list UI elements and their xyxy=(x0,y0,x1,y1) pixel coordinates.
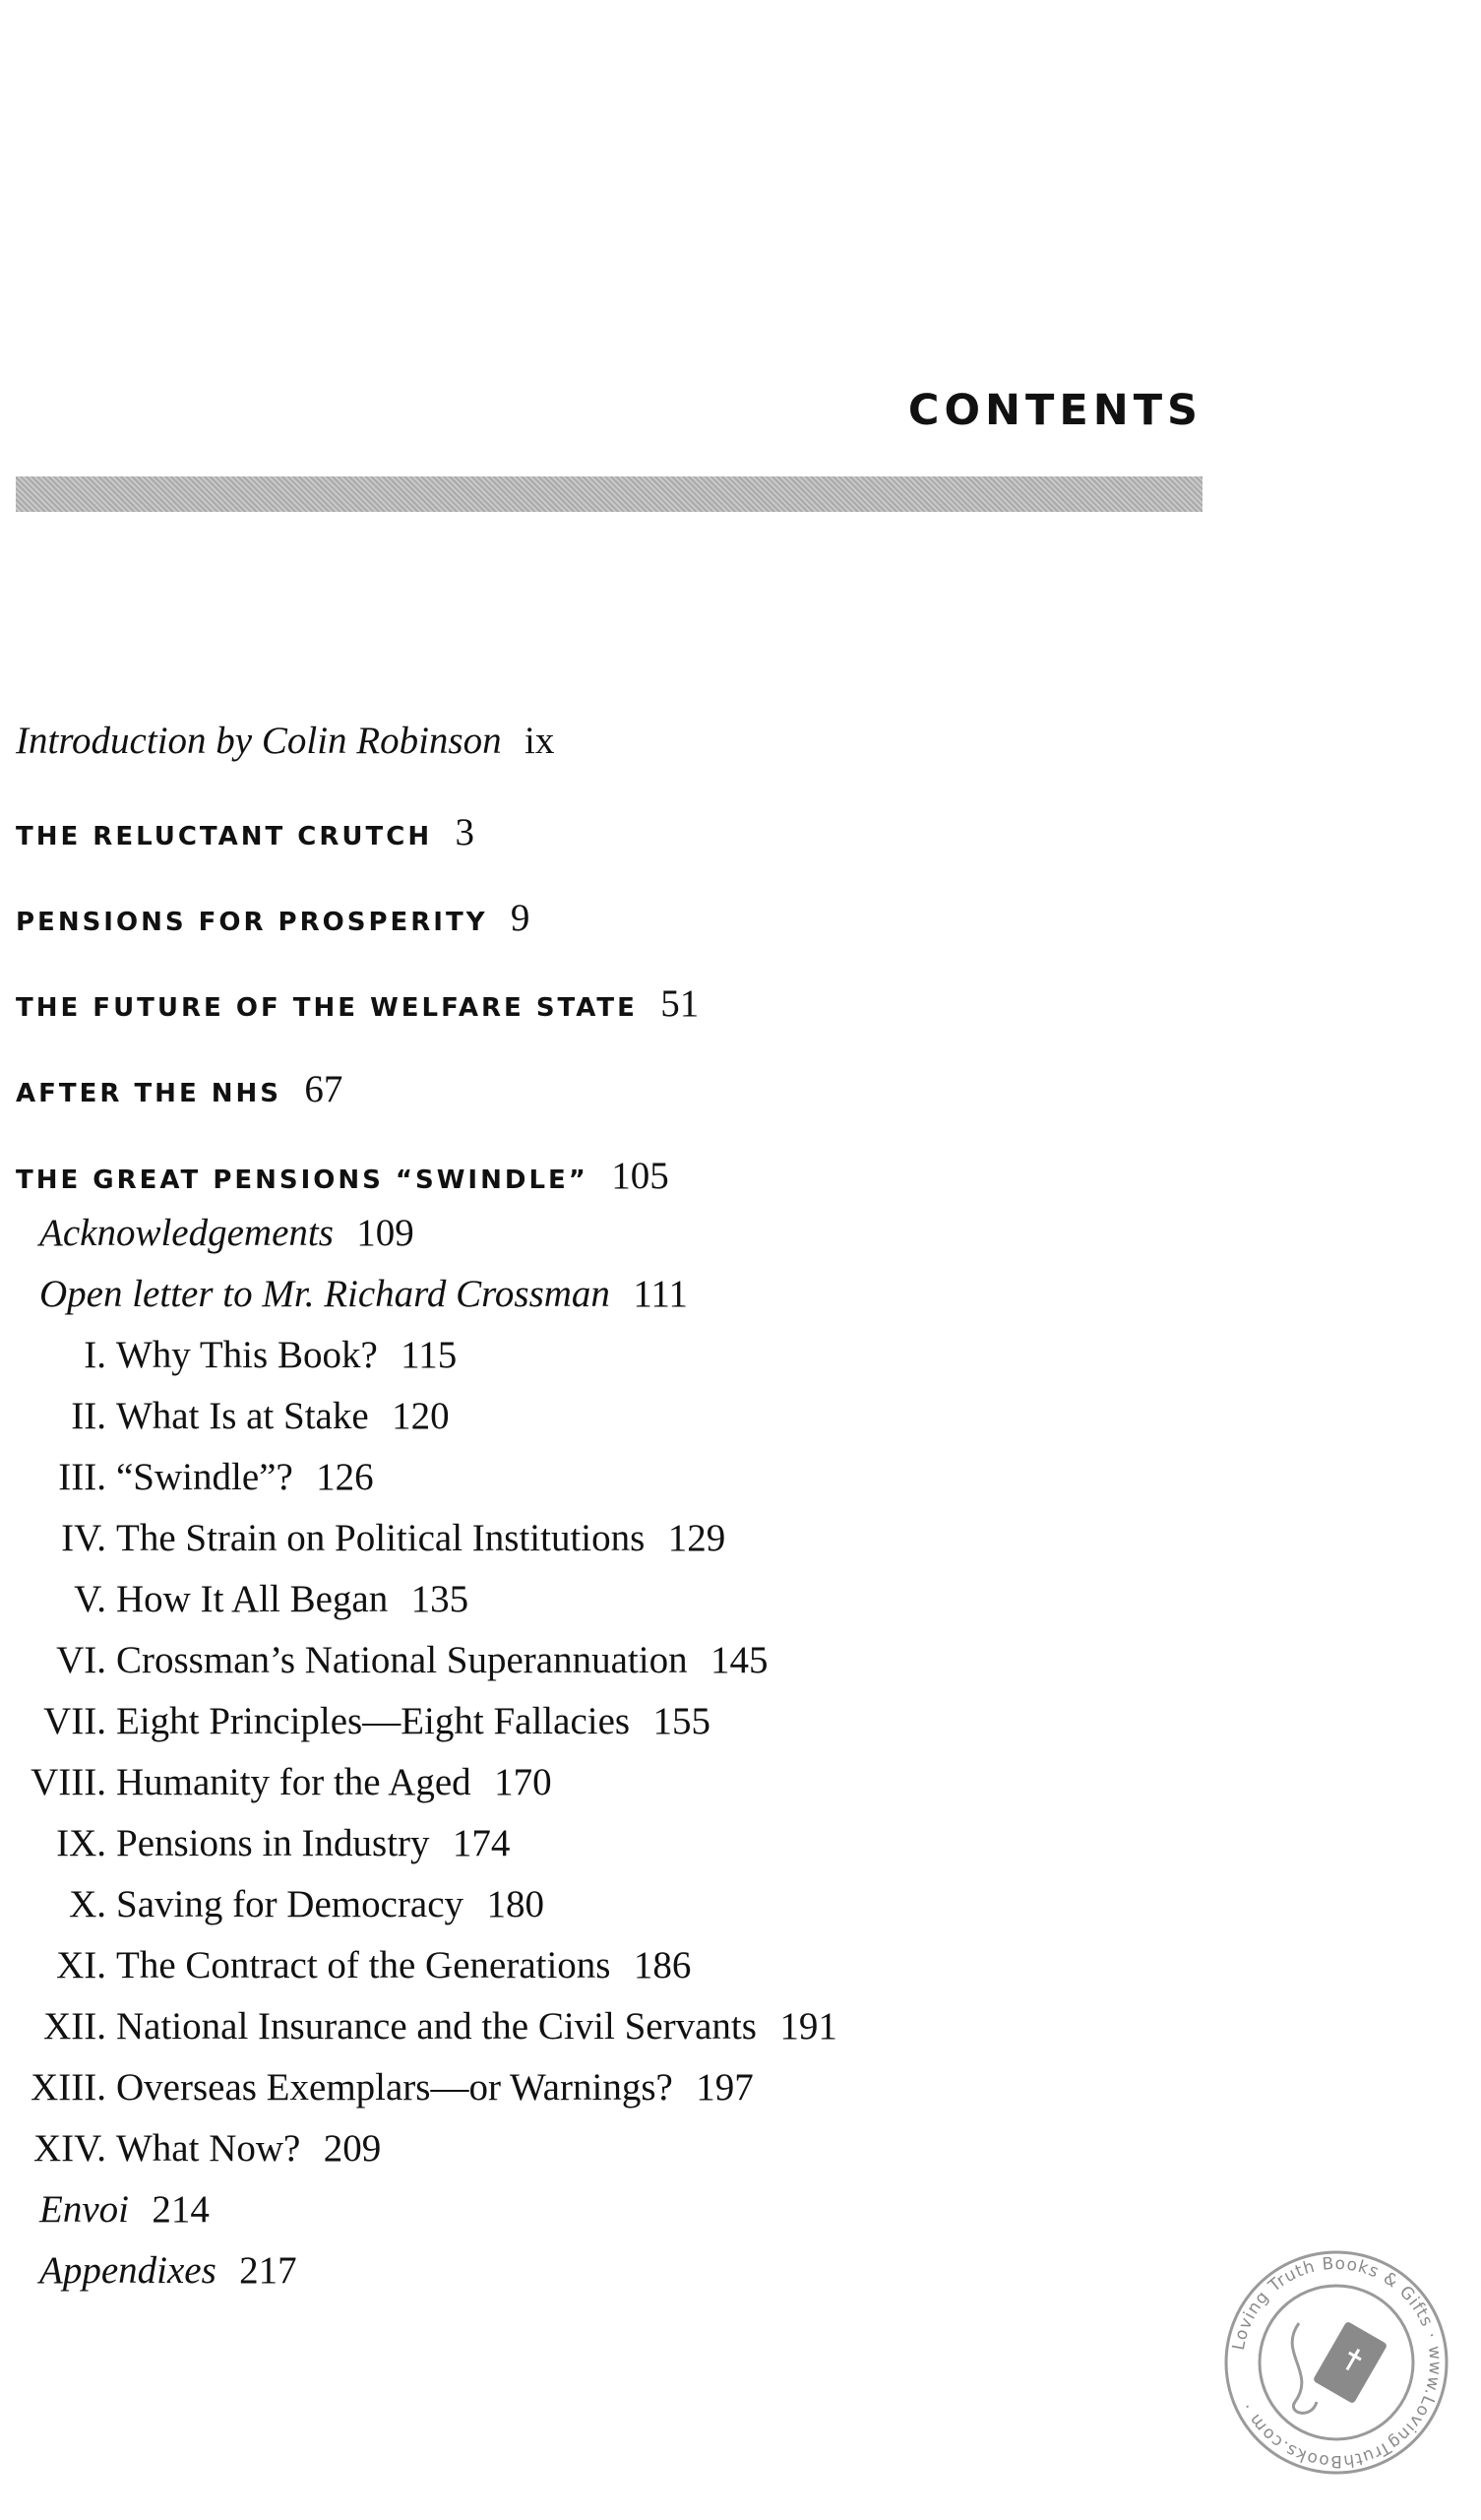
toc-section-title: THE GREAT PENSIONS “SWINDLE” xyxy=(16,1166,588,1195)
toc-entry-page: 67 xyxy=(304,1068,343,1110)
toc-section-pensions-for-prosperity[interactable] xyxy=(16,895,529,946)
toc-chapter-8[interactable] xyxy=(16,1759,552,1806)
bible-with-ribbon-icon xyxy=(1292,2321,1388,2414)
toc-entry-page: 126 xyxy=(316,1456,374,1498)
toc-chapter-9[interactable] xyxy=(16,1820,510,1867)
toc-section-title: AFTER THE NHS xyxy=(16,1079,282,1108)
toc-chapter-title: Humanity for the Aged xyxy=(116,1761,471,1803)
toc-entry-page: 145 xyxy=(710,1639,769,1681)
toc-chapter-11[interactable] xyxy=(16,1942,691,1989)
toc-section-title: THE FUTURE OF THE WELFARE STATE xyxy=(16,993,638,1023)
toc-chapter-2[interactable] xyxy=(16,1393,450,1440)
toc-entry-page: 209 xyxy=(323,2127,382,2170)
toc-section-title: PENSIONS FOR PROSPERITY xyxy=(16,908,488,937)
toc-chapter-3[interactable] xyxy=(16,1454,374,1501)
toc-chapter-number: I. xyxy=(84,1334,106,1376)
toc-entry-page: 186 xyxy=(633,1944,692,1986)
toc-chapter-6[interactable] xyxy=(16,1637,768,1684)
toc-section-future-welfare-state[interactable] xyxy=(16,980,699,1032)
toc-chapter-title: Eight Principles—Eight Fallacies xyxy=(116,1700,631,1742)
toc-entry-page: 120 xyxy=(392,1395,450,1437)
toc-entry-title: Appendixes xyxy=(39,2249,216,2292)
toc-entry-page: 174 xyxy=(452,1822,511,1864)
seller-stamp-watermark xyxy=(1218,2244,1454,2481)
toc-chapter-number: III. xyxy=(58,1456,106,1498)
toc-chapter-12[interactable] xyxy=(16,2003,837,2050)
toc-entry-page: 214 xyxy=(152,2188,210,2231)
toc-entry-page: 129 xyxy=(667,1517,726,1559)
toc-section-reluctant-crutch[interactable] xyxy=(16,809,474,860)
toc-entry-page: 3 xyxy=(455,811,474,853)
toc-entry-page: 135 xyxy=(410,1578,469,1620)
toc-entry-page: 180 xyxy=(486,1883,544,1925)
svg-text:Loving Truth Books & Gifts · w: Loving Truth Books & Gifts · www.LovingTruthBooks.com · xyxy=(1228,2253,1446,2472)
toc-chapter-number: XI. xyxy=(56,1944,106,1986)
toc-entry-page: 105 xyxy=(611,1155,669,1197)
toc-chapter-title: Pensions in Industry xyxy=(116,1822,430,1864)
toc-entry-title: Introduction by Colin Robinson xyxy=(16,720,502,762)
toc-chapter-title: “Swindle”? xyxy=(116,1456,293,1498)
toc-entry-introduction[interactable] xyxy=(16,718,554,765)
toc-entry-appendixes[interactable] xyxy=(39,2247,297,2295)
toc-entry-page: 111 xyxy=(633,1273,688,1315)
toc-chapter-number: VI. xyxy=(56,1639,106,1681)
toc-chapter-number: XII. xyxy=(43,2005,106,2048)
toc-chapter-number: VIII. xyxy=(31,1761,106,1803)
toc-chapter-title: Crossman’s National Superannuation xyxy=(116,1639,688,1681)
toc-entry-page: 115 xyxy=(401,1334,458,1376)
toc-chapter-number: X. xyxy=(69,1883,106,1925)
toc-entry-page: 9 xyxy=(510,897,530,939)
toc-chapter-14[interactable] xyxy=(16,2125,381,2173)
toc-entry-page: 109 xyxy=(356,1212,414,1254)
toc-chapter-4[interactable] xyxy=(16,1515,725,1562)
toc-chapter-number: VII. xyxy=(43,1700,106,1742)
toc-entry-title: Envoi xyxy=(39,2188,129,2231)
toc-entry-title: Acknowledgements xyxy=(39,1212,334,1254)
heading-rule xyxy=(16,476,1203,512)
toc-chapter-10[interactable] xyxy=(16,1881,544,1928)
toc-entry-envoi[interactable] xyxy=(39,2186,210,2234)
toc-chapter-13[interactable] xyxy=(16,2064,754,2111)
toc-chapter-title: What Is at Stake xyxy=(116,1395,369,1437)
toc-chapter-number: IV. xyxy=(61,1517,106,1559)
toc-chapter-title: National Insurance and the Civil Servants xyxy=(116,2005,757,2048)
toc-entry-page: 155 xyxy=(652,1700,710,1742)
toc-section-after-the-nhs[interactable] xyxy=(16,1066,342,1117)
toc-chapter-title: Saving for Democracy xyxy=(116,1883,464,1925)
toc-entry-page: ix xyxy=(525,720,555,762)
toc-section-great-pensions-swindle[interactable] xyxy=(16,1153,669,1204)
toc-chapter-title: Overseas Exemplars—or Warnings? xyxy=(116,2066,673,2109)
toc-entry-page: 197 xyxy=(696,2066,754,2109)
toc-entry-acknowledgements[interactable] xyxy=(39,1210,414,1257)
toc-section-title: THE RELUCTANT CRUTCH xyxy=(16,822,433,851)
toc-chapter-7[interactable] xyxy=(16,1698,710,1745)
toc-entry-title: Open letter to Mr. Richard Crossman xyxy=(39,1273,610,1315)
toc-chapter-title: Why This Book? xyxy=(116,1334,378,1376)
toc-chapter-title: How It All Began xyxy=(116,1578,389,1620)
toc-chapter-number: V. xyxy=(74,1578,106,1620)
toc-entry-page: 51 xyxy=(660,982,700,1025)
toc-entry-page: 217 xyxy=(239,2249,297,2292)
toc-entry-open-letter[interactable] xyxy=(39,1271,688,1318)
toc-chapter-number: IX. xyxy=(56,1822,106,1864)
toc-entry-page: 170 xyxy=(494,1761,552,1803)
toc-chapter-number: XIV. xyxy=(32,2127,106,2170)
toc-chapter-5[interactable] xyxy=(16,1576,468,1623)
toc-chapter-title: The Contract of the Generations xyxy=(116,1944,611,1986)
toc-entry-page: 191 xyxy=(779,2005,837,2048)
toc-chapter-title: The Strain on Political Institutions xyxy=(116,1517,646,1559)
toc-chapter-1[interactable] xyxy=(16,1332,457,1379)
toc-chapter-title: What Now? xyxy=(116,2127,301,2170)
page-title: CONTENTS xyxy=(907,386,1203,435)
toc-chapter-number: II. xyxy=(71,1395,106,1437)
toc-chapter-number: XIII. xyxy=(31,2066,106,2109)
